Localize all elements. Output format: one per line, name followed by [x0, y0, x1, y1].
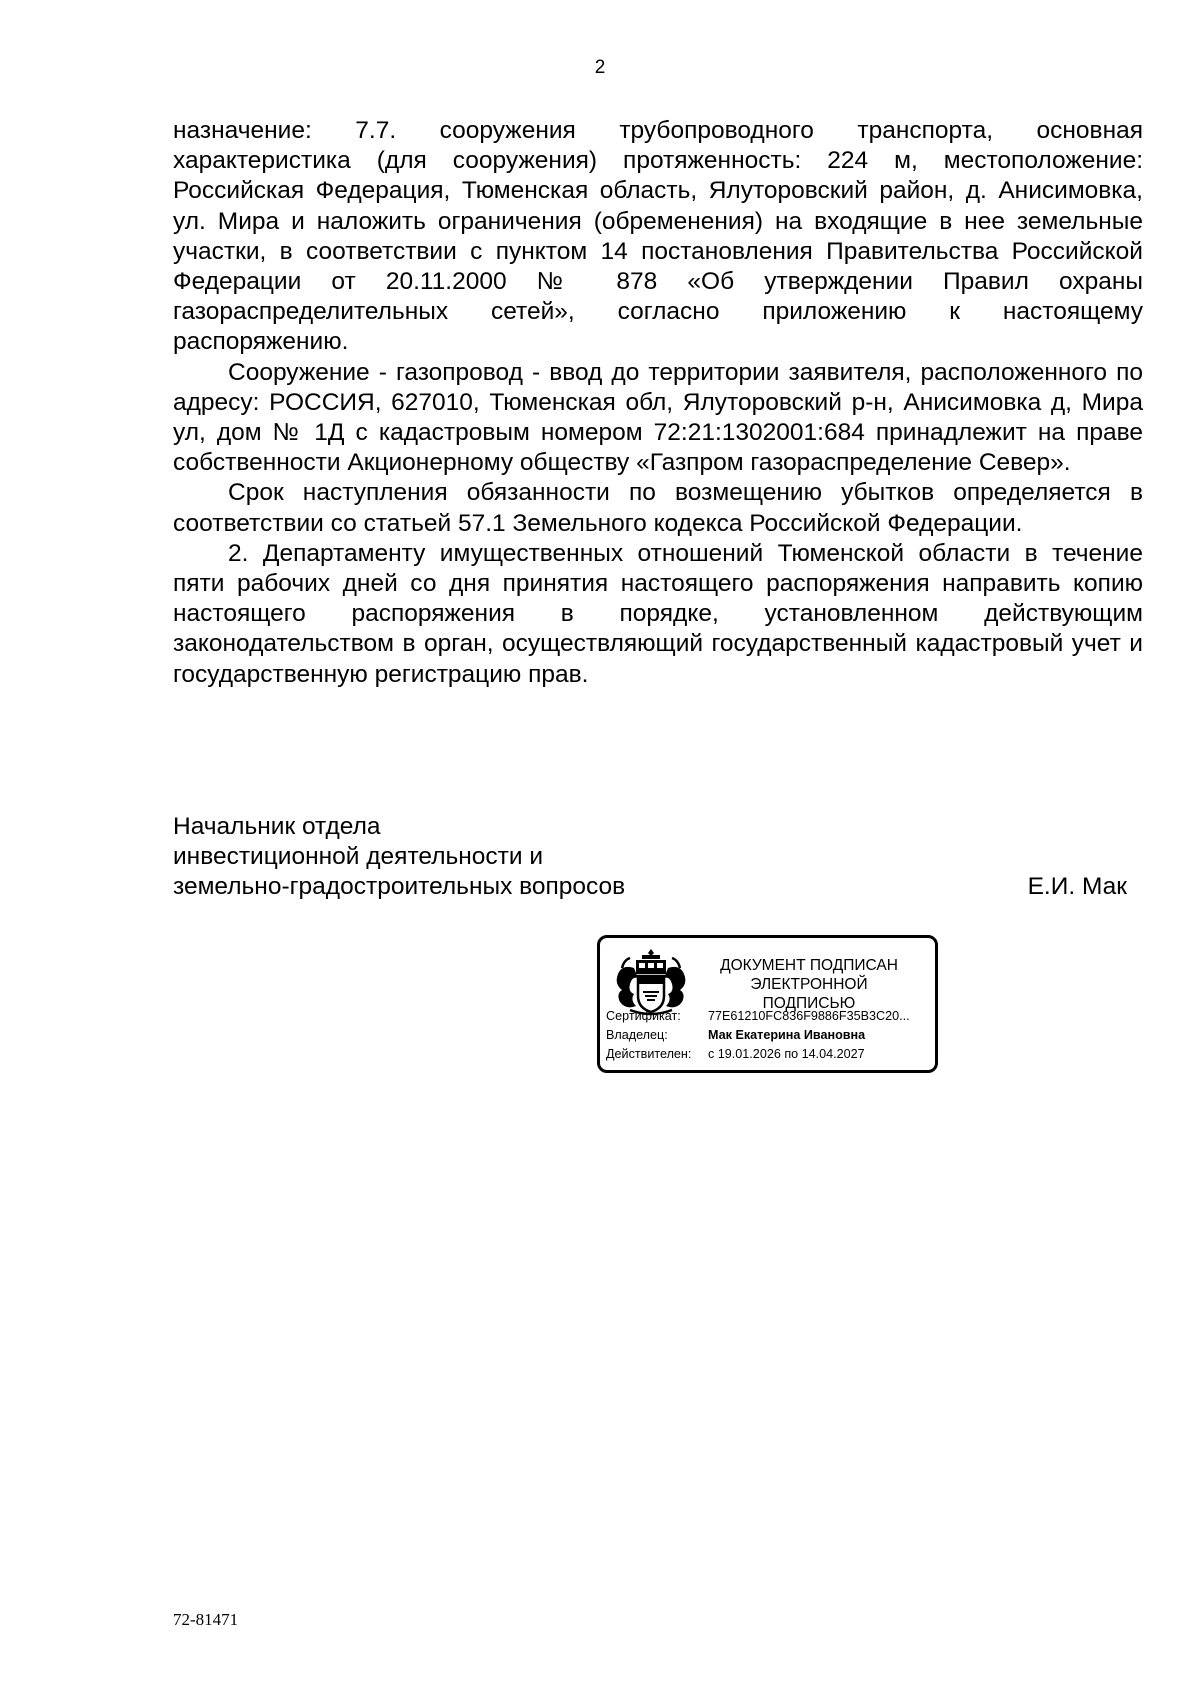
document-body	[173, 116, 1143, 690]
stamp-owner-row	[606, 1027, 865, 1043]
document-code: 72-81471	[173, 1610, 239, 1629]
stamp-validity-row	[606, 1046, 865, 1062]
paragraph-1: назначение: 7.7. сооружения трубопроводного транспорта, основная характеристика (для сооружения) протяженность: 224 м, местоположение: Российская Федерация, Тюменская область, Ялуторовский район, д. Анисимовка, ул. Мира и наложить ограничения (обременения) на входящие в нее земельные участки, в соответствии с пунктом 14 постановления Правительства Российской Федерации от 20.11.2000 № 878 «Об утверждении Правил охраны газораспределительных сетей», согласно приложению к настоящему распоряжению.	[173, 117, 1143, 356]
stamp-title-line-1: ДОКУМЕНТ ПОДПИСАН	[720, 957, 898, 974]
signer-final-line	[173, 872, 1143, 902]
certificate-value: 77E61210FC836F9886F35B3C20...	[708, 1009, 910, 1023]
stamp-title	[704, 956, 914, 1013]
signature-block	[173, 812, 1143, 903]
signer-position-line-1: Начальник отдела	[173, 813, 381, 840]
paragraph-2: Сооружение - газопровод - ввод до территории заявителя, расположенного по адресу: РОССИЯ, 627010, Тюменская обл, Ялуторовский р-н, Анисимовка д, Мира ул, дом № 1Д с кадастровым номером 72:21:1302001:684 принадлежит на праве собственности Акционерному обществу «Газпром газораспределение Север».	[173, 358, 1143, 477]
electronic-signature-stamp	[597, 935, 938, 1073]
signer-position-line-2: инвестиционной деятельности и	[173, 843, 544, 871]
page-number: 2	[594, 57, 606, 78]
paragraph-4: 2. Департаменту имущественных отношений Тюменской области в течение пяти рабочих дней со дня принятия настоящего распоряжения направить копию настоящего распоряжения в порядке, установленном действующим законодательством в орган, осуществляющий государственный кадастровый учет и государственную регистрацию прав.	[173, 539, 1143, 688]
signer-position-line-3: земельно-градостроительных вопросов	[173, 873, 626, 901]
stamp-title-line-2: ЭЛЕКТРОННОЙ ПОДПИСЬЮ	[750, 976, 868, 1012]
owner-label: Владелец:	[606, 1028, 668, 1042]
paragraph-3: Срок наступления обязанности по возмещению убытков определяется в соответствии со статьей 57.1 Земельного кодекса Российской Федерации.	[173, 479, 1143, 537]
validity-label: Действителен:	[606, 1047, 692, 1061]
stamp-certificate-row	[606, 1008, 910, 1024]
certificate-label: Сертификат:	[606, 1009, 681, 1023]
owner-value: Мак Екатерина Ивановна	[708, 1028, 866, 1042]
validity-value: с 19.01.2026 по 14.04.2027	[708, 1047, 865, 1061]
signer-name: Е.И. Мак	[1027, 873, 1127, 901]
